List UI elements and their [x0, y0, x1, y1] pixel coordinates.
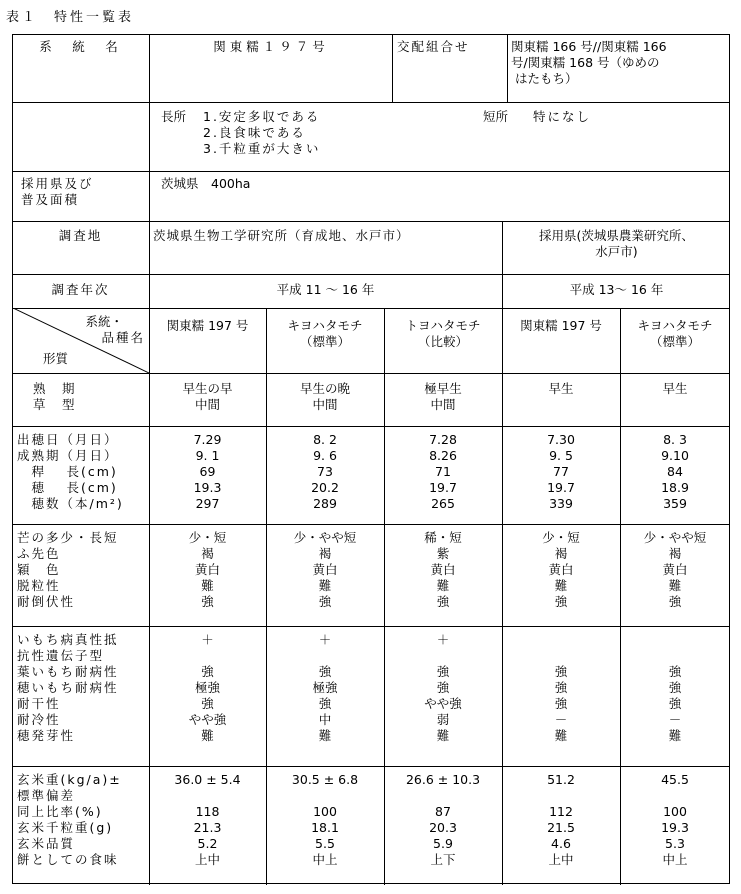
trait-value: 19.3	[193, 480, 222, 495]
trait-label: 穂いもち耐病性	[17, 680, 119, 695]
trait-value: 8. 2	[313, 432, 337, 447]
line-name-label: 系 統 名	[39, 39, 122, 54]
trait-values	[384, 432, 502, 512]
trait-value	[620, 648, 730, 664]
trait-value: 中	[318, 712, 332, 727]
variety-header	[266, 318, 384, 350]
trait-values	[620, 432, 730, 512]
trait-value: 118	[195, 804, 220, 819]
trait-values	[149, 772, 266, 868]
trait-labels	[17, 632, 147, 744]
trait-value: 112	[549, 804, 573, 819]
trait-value: 強	[318, 696, 332, 711]
trait-values	[384, 772, 502, 868]
trait-label: ふ先色	[17, 546, 61, 561]
trait-value: 71	[435, 464, 451, 479]
cross-value-line: 関東糯 166 号//関東糯 166	[511, 39, 667, 54]
merits-short-value: 特になし	[533, 109, 592, 124]
trait-value	[384, 788, 502, 804]
trait-label: 耐倒伏性	[17, 594, 76, 609]
trait-value: 上中	[194, 852, 220, 867]
trait-label: 穂数（本/m²)	[17, 496, 124, 511]
trait-value	[266, 788, 384, 804]
trait-value: 黄白	[194, 562, 220, 577]
trait-value: 早生の早	[182, 381, 233, 396]
trait-value: 100	[663, 804, 687, 819]
trait-value: 中間	[430, 397, 456, 412]
trait-value	[620, 788, 730, 804]
trait-values	[620, 632, 730, 744]
trait-value: 297	[195, 496, 220, 511]
trait-values	[266, 772, 384, 868]
corner-top-line: 品種名	[101, 330, 145, 345]
trait-value: 9.10	[661, 448, 689, 463]
trait-label: 稈 長(cm)	[17, 464, 118, 479]
trait-value: －	[668, 712, 682, 727]
row-divider	[13, 524, 730, 525]
site-value-a: 茨城県生物工学研究所（育成地、水戸市）	[153, 228, 410, 243]
trait-value: 73	[317, 464, 333, 479]
trait-value: 極早生	[424, 381, 462, 396]
trait-value	[149, 788, 266, 804]
column-divider	[620, 308, 621, 885]
column-divider	[502, 221, 503, 308]
trait-value: 7.28	[429, 432, 457, 447]
characteristics-table	[12, 34, 730, 884]
trait-label: 芒の多少・長短	[17, 530, 119, 545]
trait-value: 黄白	[312, 562, 338, 577]
trait-label: 穎 色	[17, 562, 61, 577]
column-divider	[266, 308, 267, 885]
trait-value: 18.1	[311, 820, 339, 835]
trait-label: 餅としての食味	[17, 852, 119, 867]
trait-value: 20.3	[429, 820, 457, 835]
trait-values	[266, 632, 384, 744]
trait-value: 359	[663, 496, 687, 511]
row-divider	[13, 171, 730, 172]
trait-value: 紫	[436, 546, 450, 561]
site-value-b-line: 水戸市)	[595, 244, 638, 259]
trait-value: 少・やや短	[293, 530, 357, 545]
site-value-b	[502, 228, 731, 260]
cross-value-line: 号/関東糯 168 号（ゆめの	[511, 55, 660, 70]
corner-top-line: 系統・	[85, 314, 123, 329]
column-divider	[384, 308, 385, 885]
trait-value: 強	[554, 680, 568, 695]
site-label: 調査地	[58, 228, 103, 243]
trait-label: 抗性遺伝子型	[17, 648, 105, 663]
trait-value: 7.30	[547, 432, 575, 447]
trait-value	[620, 397, 730, 413]
trait-value: 18.9	[661, 480, 689, 495]
row-divider	[13, 102, 730, 103]
variety-header-line: 関東糯 197 号	[520, 318, 602, 333]
column-divider	[507, 35, 508, 102]
trait-value: やや強	[188, 712, 227, 727]
years-value-a: 平成 11 ～ 16 年	[276, 282, 375, 297]
trait-value: 9. 1	[195, 448, 220, 463]
trait-values	[384, 530, 502, 610]
trait-labels	[17, 381, 147, 413]
variety-header	[620, 318, 730, 350]
trait-value: 強	[554, 594, 568, 609]
trait-label: 耐冷性	[17, 712, 61, 727]
trait-value: 中上	[312, 852, 338, 867]
trait-value: 強	[668, 696, 682, 711]
adoption-label	[21, 176, 94, 208]
trait-value: 難	[318, 578, 332, 593]
trait-values	[620, 772, 730, 868]
trait-values	[620, 381, 730, 413]
trait-value: ＋	[436, 632, 450, 647]
trait-value: 5.9	[433, 836, 453, 851]
trait-value: 強	[668, 594, 682, 609]
merit-item: 3.千粒重が大きい	[203, 141, 321, 156]
trait-value: 極強	[194, 680, 220, 695]
trait-value: 中間	[194, 397, 220, 412]
row-divider	[13, 766, 730, 767]
column-divider	[149, 35, 150, 885]
trait-labels	[17, 432, 147, 512]
trait-value: 289	[313, 496, 337, 511]
trait-value	[620, 632, 730, 648]
trait-value: 19.7	[429, 480, 457, 495]
trait-value: 265	[431, 496, 455, 511]
trait-value: 早生の晩	[299, 381, 350, 396]
trait-value: 強	[318, 664, 332, 679]
site-value-b-line: 採用県(茨城県農業研究所、	[539, 228, 694, 243]
trait-value: 難	[554, 728, 568, 743]
trait-value	[502, 648, 620, 664]
trait-value	[384, 648, 502, 664]
variety-header-line: 関東糯 197 号	[166, 318, 249, 333]
trait-value: 30.5 ± 6.8	[291, 772, 359, 787]
trait-value: 強	[201, 664, 214, 679]
trait-value: 難	[201, 578, 214, 593]
trait-value: ＋	[318, 632, 332, 647]
trait-value: 5.2	[197, 836, 218, 851]
trait-values	[149, 632, 266, 744]
cross-label: 交配組合せ	[397, 39, 470, 54]
trait-value: 強	[436, 664, 450, 679]
trait-label: 玄米品質	[17, 836, 76, 851]
trait-value: 早生	[662, 381, 688, 396]
years-value-b: 平成 13～ 16 年	[569, 282, 664, 297]
trait-value: 強	[554, 696, 568, 711]
trait-value: 100	[313, 804, 337, 819]
trait-value: －	[554, 712, 568, 727]
trait-value: 難	[668, 728, 682, 743]
trait-value: 19.3	[661, 820, 689, 835]
trait-value	[502, 632, 620, 648]
trait-value: 早生	[548, 381, 574, 396]
trait-value: 中上	[662, 852, 688, 867]
trait-value: 黄白	[430, 562, 456, 577]
trait-value: 21.3	[193, 820, 222, 835]
merit-item: 1.安定多収である	[203, 109, 321, 124]
trait-value: 7.29	[193, 432, 222, 447]
cross-value-line: はたもち）	[511, 71, 578, 86]
trait-value: 8. 3	[663, 432, 687, 447]
trait-label: 草 型	[33, 397, 77, 412]
trait-value: ＋	[201, 632, 214, 647]
trait-value: 強	[554, 664, 568, 679]
variety-header	[149, 318, 266, 334]
trait-label: 熟 期	[33, 381, 77, 396]
corner-top-label	[53, 314, 145, 346]
trait-value: 強	[668, 664, 682, 679]
variety-header-line: （標準）	[299, 334, 350, 349]
variety-header	[502, 318, 620, 334]
trait-value: 弱	[436, 712, 450, 727]
trait-values	[149, 530, 266, 610]
variety-header-line: トヨハタモチ	[405, 318, 481, 333]
trait-value: 9. 5	[549, 448, 573, 463]
trait-label: 標準偏差	[17, 788, 76, 803]
trait-value: 難	[436, 578, 450, 593]
trait-value: 強	[436, 680, 450, 695]
trait-value: 強	[201, 696, 214, 711]
trait-value: 87	[435, 804, 451, 819]
adoption-label-line: 普及面積	[21, 192, 80, 207]
trait-label: 耐干性	[17, 696, 61, 711]
table-caption: 表１ 特性一覧表	[6, 10, 135, 25]
trait-value: 8.26	[429, 448, 457, 463]
trait-value: 褐	[554, 546, 568, 561]
trait-values	[266, 432, 384, 512]
trait-label: 葉いもち耐病性	[17, 664, 119, 679]
trait-value: 77	[553, 464, 569, 479]
adoption-label-line: 採用県及び	[21, 176, 94, 191]
trait-values	[502, 432, 620, 512]
trait-value: やや強	[424, 696, 462, 711]
trait-value: 51.2	[547, 772, 575, 787]
trait-values	[502, 772, 620, 868]
trait-values	[266, 530, 384, 610]
merit-item: 2.良食味である	[203, 125, 306, 140]
trait-value: 339	[549, 496, 573, 511]
cross-value	[511, 39, 731, 87]
column-divider	[502, 308, 503, 885]
trait-value: 強	[201, 594, 214, 609]
trait-value: 難	[201, 728, 214, 743]
trait-value: 少・やや短	[643, 530, 707, 545]
merits-short-label: 短所	[483, 109, 509, 124]
trait-value: 難	[668, 578, 682, 593]
trait-value: 褐	[668, 546, 682, 561]
row-divider	[13, 274, 730, 275]
trait-labels	[17, 772, 147, 868]
trait-value: 69	[199, 464, 216, 479]
corner-bottom-label: 形質	[43, 351, 69, 366]
trait-values	[502, 530, 620, 610]
trait-values	[384, 632, 502, 744]
trait-value: 上下	[430, 852, 456, 867]
row-divider	[13, 626, 730, 627]
line-name-value: 関東糯１９７号	[213, 39, 329, 54]
trait-value: 強	[318, 594, 332, 609]
trait-value: 褐	[201, 546, 214, 561]
row-divider	[13, 308, 730, 309]
row-divider	[13, 373, 730, 374]
merits-long-label: 長所	[161, 109, 187, 124]
trait-values	[149, 432, 266, 512]
trait-values	[620, 530, 730, 610]
trait-label: 脱粒性	[17, 578, 61, 593]
trait-label: いもち病真性抵	[17, 632, 119, 647]
trait-value: 26.6 ± 10.3	[405, 772, 481, 787]
trait-value: 4.6	[551, 836, 571, 851]
trait-value	[502, 397, 620, 413]
variety-header	[384, 318, 502, 350]
trait-label: 同上比率(%)	[17, 804, 103, 819]
trait-value: 難	[554, 578, 568, 593]
trait-value: 難	[318, 728, 332, 743]
trait-value: 褐	[318, 546, 332, 561]
row-divider	[13, 221, 730, 222]
trait-value: 黄白	[662, 562, 688, 577]
variety-header-line: （比較）	[417, 334, 468, 349]
trait-value: 極強	[312, 680, 338, 695]
trait-labels	[17, 530, 147, 610]
column-divider	[392, 35, 393, 102]
trait-value: 5.3	[665, 836, 685, 851]
trait-value: 上中	[548, 852, 574, 867]
trait-value: 9. 6	[313, 448, 337, 463]
trait-value: 少・短	[188, 530, 227, 545]
trait-value	[149, 648, 266, 664]
trait-value: 少・短	[542, 530, 580, 545]
trait-values	[502, 632, 620, 744]
trait-value	[266, 648, 384, 664]
trait-label: 穂 長(cm)	[17, 480, 118, 495]
trait-value: 19.7	[547, 480, 575, 495]
trait-value: 45.5	[661, 772, 689, 787]
row-divider	[13, 426, 730, 427]
trait-value: 強	[436, 594, 450, 609]
trait-values	[266, 381, 384, 413]
trait-value: 強	[668, 680, 682, 695]
variety-header-line: キヨハタモチ	[287, 318, 363, 333]
merits-long-list	[203, 109, 320, 157]
variety-header-line: キヨハタモチ	[637, 318, 713, 333]
trait-value: 稀・短	[424, 530, 462, 545]
trait-value: 難	[436, 728, 450, 743]
trait-value: 黄白	[548, 562, 574, 577]
trait-value: 5.5	[315, 836, 335, 851]
adoption-value: 茨城県 400ha	[161, 176, 251, 191]
trait-label: 玄米千粒重(g)	[17, 820, 114, 835]
trait-value: 21.5	[547, 820, 575, 835]
trait-label: 玄米重(kg/a)±	[17, 772, 122, 787]
years-label: 調査年次	[51, 282, 110, 297]
trait-value: 84	[667, 464, 683, 479]
trait-value: 中間	[312, 397, 338, 412]
trait-value	[502, 788, 620, 804]
trait-value: 36.0 ± 5.4	[174, 772, 241, 787]
variety-header-line: （標準）	[649, 334, 700, 349]
trait-value: 20.2	[311, 480, 339, 495]
trait-label: 出穂日（月日）	[17, 432, 119, 447]
trait-values	[502, 381, 620, 413]
trait-values	[384, 381, 502, 413]
trait-values	[149, 381, 266, 413]
trait-label: 穂発芽性	[17, 728, 76, 743]
trait-label: 成熟期（月日）	[17, 448, 119, 463]
